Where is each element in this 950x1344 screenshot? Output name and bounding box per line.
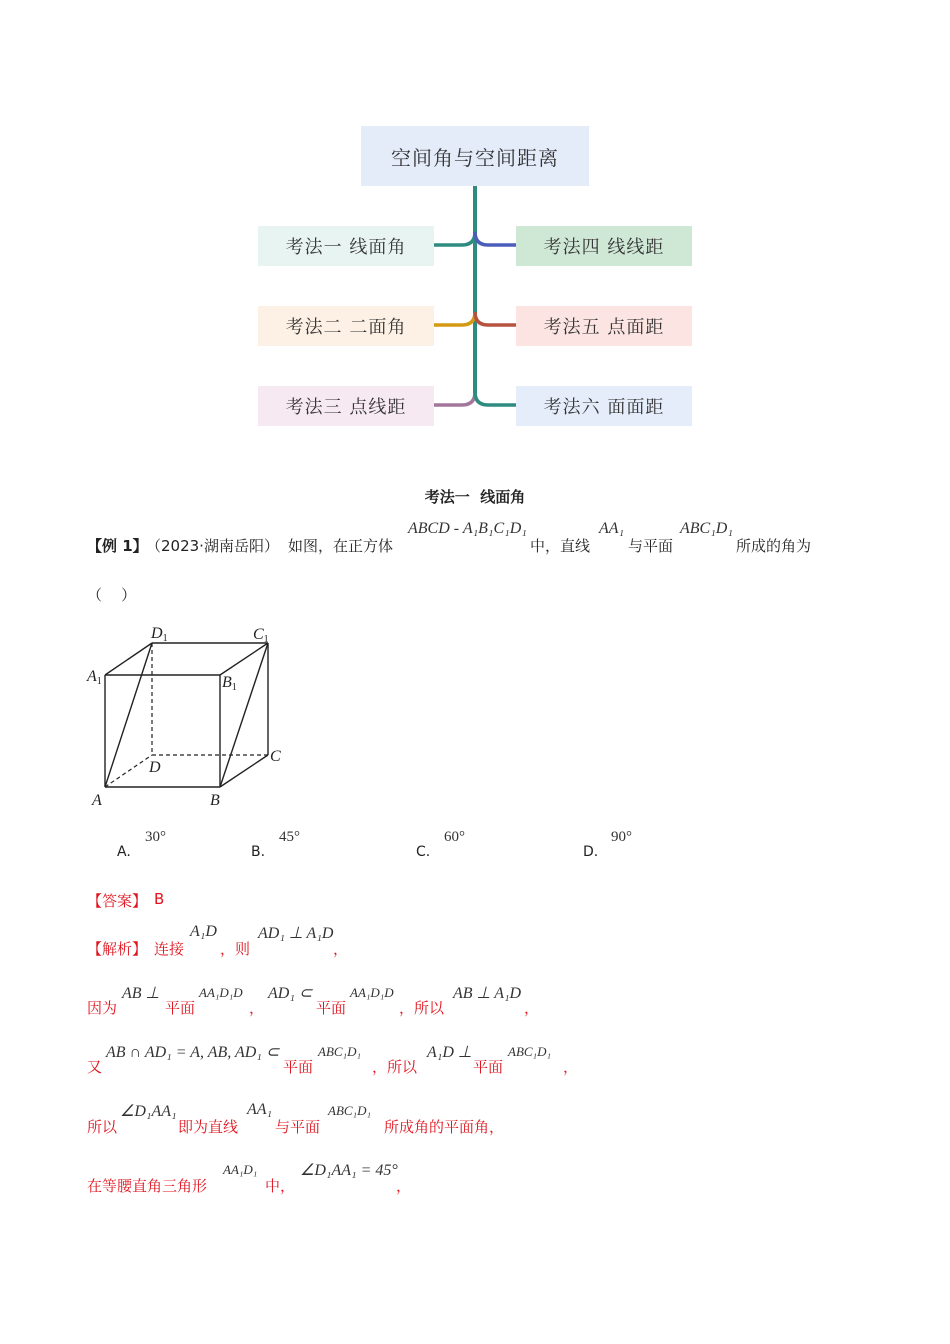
section-title: 考法一 线面角 [424,488,526,506]
mindmap-node-2: 考法二 二面角 [258,306,434,346]
analysis-l3-t3: ，所以 [372,1058,418,1076]
analysis-l4-t4: 所成角的平面角， [384,1118,505,1136]
analysis-l3-m1: AB ∩ AD₁ = A, AB, AD₁ ⊂ [106,1044,280,1061]
option-a-letter[interactable]: A. [117,844,131,860]
branch-right-1 [475,232,516,245]
mindmap-node-6: 考法六 面面距 [516,386,692,426]
analysis-l3-t5: ， [563,1058,579,1076]
analysis-l4-m1: ∠D₁AA₁ [120,1103,177,1120]
analysis-l2-t1: 因为 [87,999,118,1017]
analysis-l3-m2: ABC₁D₁ [318,1044,361,1059]
analysis-l5-t1: 在等腰直角三角形 [87,1177,208,1195]
analysis-l4-t1: 所以 [87,1118,118,1136]
analysis-l4-m2: AA₁ [247,1101,273,1118]
option-d-value: 90° [611,829,632,845]
mindmap-node-4: 考法四 线线距 [516,226,692,266]
analysis-l2-m1: AB ⊥ [122,985,160,1002]
label-D: D [149,759,161,776]
label-A: A [92,792,102,809]
answer-value: B [154,890,165,908]
analysis-l1-m1: A₁D [190,923,217,940]
analysis-l5-m1: AA₁D₁ [223,1162,258,1177]
math-cube: ABCD - A₁B₁C₁D₁ [408,520,527,537]
analysis-l2-m4: AA₁D₁D [350,985,394,1000]
analysis-l3-t2: 平面 [283,1058,314,1076]
analysis-label: 【解析】 [87,940,148,958]
example-text-3: 与平面 [628,537,674,555]
analysis-l2-t2: 平面 [165,999,196,1017]
branch-left-3 [434,392,475,405]
analysis-l4-t2: 即为直线 [178,1118,239,1136]
analysis-l2-m5: AB ⊥ A₁D [453,985,522,1002]
mindmap-node-3: 考法三 点线距 [258,386,434,426]
analysis-l2-m3: AD₁ ⊂ [268,985,313,1002]
analysis-l2-t5: ，所以 [399,999,445,1017]
edge-a1d1 [105,643,152,675]
example-text-4: 所成的角为 [736,537,812,555]
branch-right-3 [475,392,516,405]
analysis-l3-m3: A₁D ⊥ [427,1044,472,1061]
label-B: B [210,792,220,809]
analysis-l4-m3: ABC₁D₁ [328,1103,371,1118]
example-source: （2023·湖南岳阳） [146,537,279,555]
label-B1: B1 [222,674,237,693]
option-a-value: 30° [145,829,166,845]
analysis-l3-t4: 平面 [473,1058,504,1076]
hidden-edge-ad [105,755,152,787]
analysis-l3-m4: ABC₁D₁ [508,1044,551,1059]
analysis-l1-t1: 连接 [154,940,185,958]
example-tag: 【例 1】 [87,537,148,555]
option-c-value: 60° [444,829,465,845]
example-text-2: 中，直线 [530,537,591,555]
branch-right-2 [475,312,516,325]
mindmap-node-1: 考法一 线面角 [258,226,434,266]
analysis-l5-t2: 中， [265,1177,296,1195]
math-plane: ABC₁D₁ [680,520,733,537]
analysis-l2-t6: ， [524,999,540,1017]
analysis-l3-t1: 又 [87,1058,103,1076]
analysis-l2-m2: AA₁D₁D [199,985,243,1000]
option-b-letter[interactable]: B. [251,844,266,860]
cube-figure [80,615,290,815]
math-line: AA₁ [599,520,625,537]
analysis-l2-t3: ， [249,999,265,1017]
label-A1: A1 [87,668,102,687]
branch-left-1 [434,232,475,245]
answer-label: 【答案】 [87,892,148,910]
analysis-l1-t3: ， [333,940,349,958]
label-D1: D1 [151,625,168,644]
option-b-value: 45° [279,829,300,845]
analysis-l4-t3: 与平面 [275,1118,321,1136]
example-text-1: 如图，在正方体 [288,537,394,555]
label-C1: C1 [253,626,269,645]
analysis-l5-t3: ， [396,1177,412,1195]
analysis-l2-t4: 平面 [316,999,347,1017]
analysis-l1-t2: ，则 [220,940,251,958]
branch-left-2 [434,312,475,325]
mindmap-node-5: 考法五 点面距 [516,306,692,346]
option-c-letter[interactable]: C. [416,844,431,860]
answer-paren: （ ） [87,586,137,604]
label-C: C [270,748,281,765]
analysis-l5-m2: ∠D₁AA₁ = 45° [300,1162,398,1179]
mindmap-root: 空间角与空间距离 [361,126,589,186]
diagonal-ad1 [105,643,152,787]
analysis-l1-m2: AD₁ ⊥ A₁D [258,925,334,942]
diagonal-bc1 [220,643,268,787]
mindmap-connectors [0,0,950,440]
edge-b1c1 [220,643,268,675]
option-d-letter[interactable]: D. [583,844,599,860]
edge-bc [220,755,268,787]
